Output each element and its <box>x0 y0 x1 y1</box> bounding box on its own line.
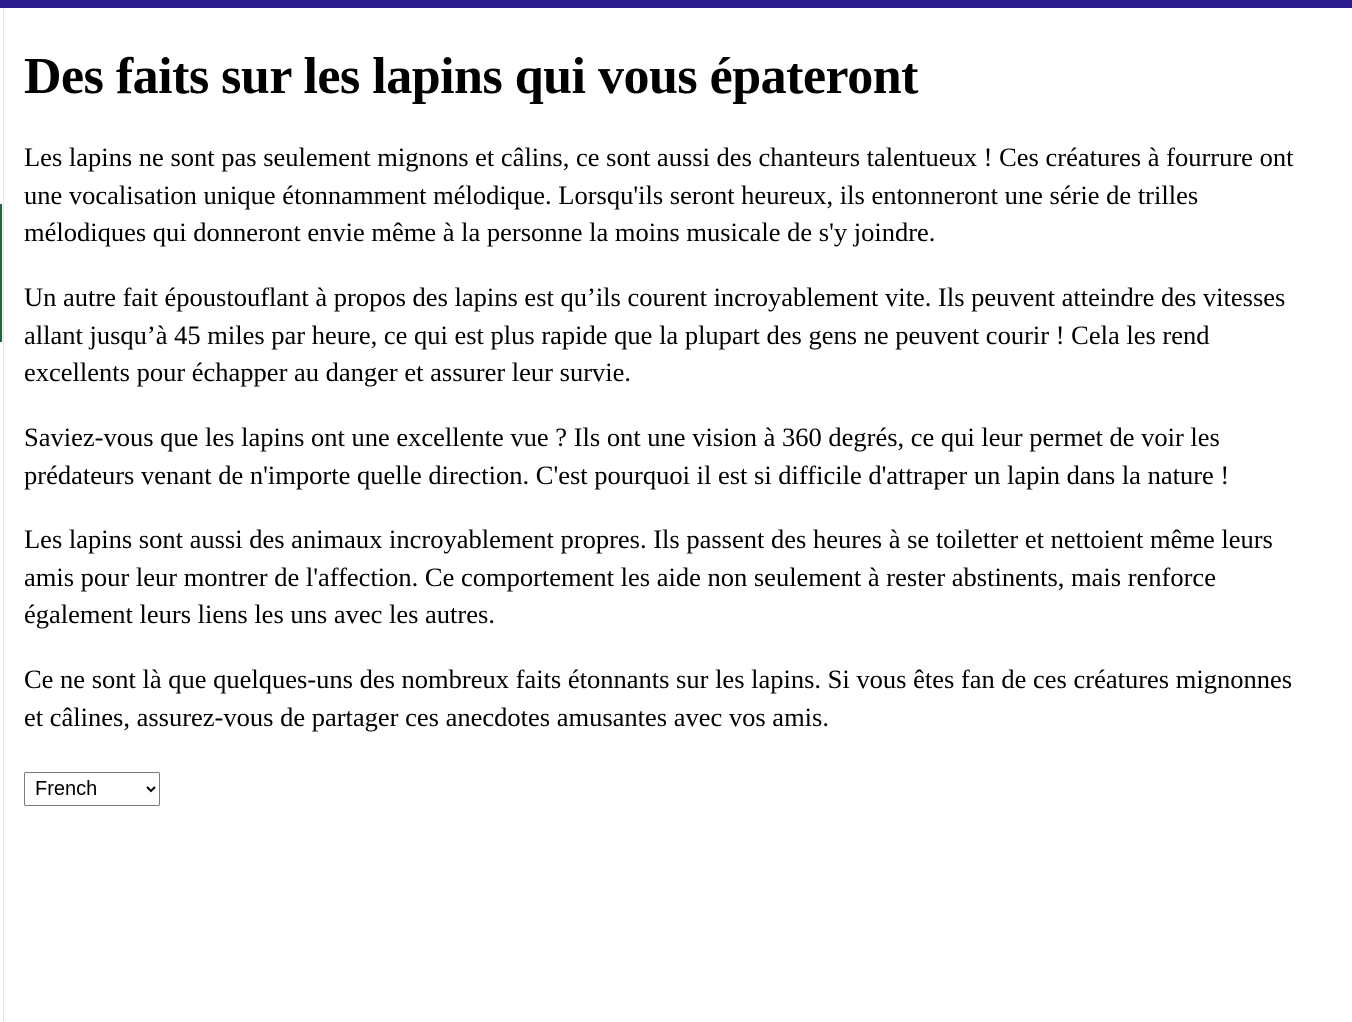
article-paragraph: Saviez-vous que les lapins ont une excellente vue ? Ils ont une vision à 360 degrés, ce qui leur permet de voir les prédateurs venant de n'importe quelle direction. C'est pourquoi il est si difficile d'attraper un lapin dans la nature ! <box>24 421 1230 490</box>
article-content <box>4 8 1352 806</box>
language-picker <box>24 772 1308 806</box>
article-paragraph: Les lapins ne sont pas seulement mignons et câlins, ce sont aussi des chanteurs talentueux ! Ces créatures à fourrure ont une vocalisation unique étonnamment mélodique. Lorsqu'ils seront heureux, ils entonneront une série de trilles mélodiques qui donneront envie même à la personne la moins musicale de s'y joindre. <box>24 142 1294 248</box>
article-paragraph: Les lapins sont aussi des animaux incroyablement propres. Ils passent des heures à se toiletter et nettoient même leurs amis pour leur montrer de l'affection. Ce comportement les aide non seulement à rester abstinents, mais renforce également leurs liens les uns avec les autres. <box>24 524 1273 630</box>
gutter-change-marker <box>0 204 2 342</box>
window-title-bar <box>0 0 1352 8</box>
document-page <box>4 8 1352 1022</box>
article-paragraph: Ce ne sont là que quelques-uns des nombreux faits étonnants sur les lapins. Si vous êtes fan de ces créatures mignonnes et câlines, assurez-vous de partager ces anecdotes amusantes avec vos amis. <box>24 664 1293 732</box>
page-title: Des faits sur les lapins qui vous épateront <box>24 48 918 105</box>
language-select[interactable] <box>24 772 160 806</box>
article-paragraph: Un autre fait époustouflant à propos des lapins est qu’ils courent incroyablement vite. Ils peuvent atteindre des vitesses allant jusqu’à 45 miles par heure, ce qui est plus rapide que la plupart des gens ne peuvent courir ! Cela les rend excellents pour échapper au danger et assurer leur survie. <box>24 282 1286 388</box>
